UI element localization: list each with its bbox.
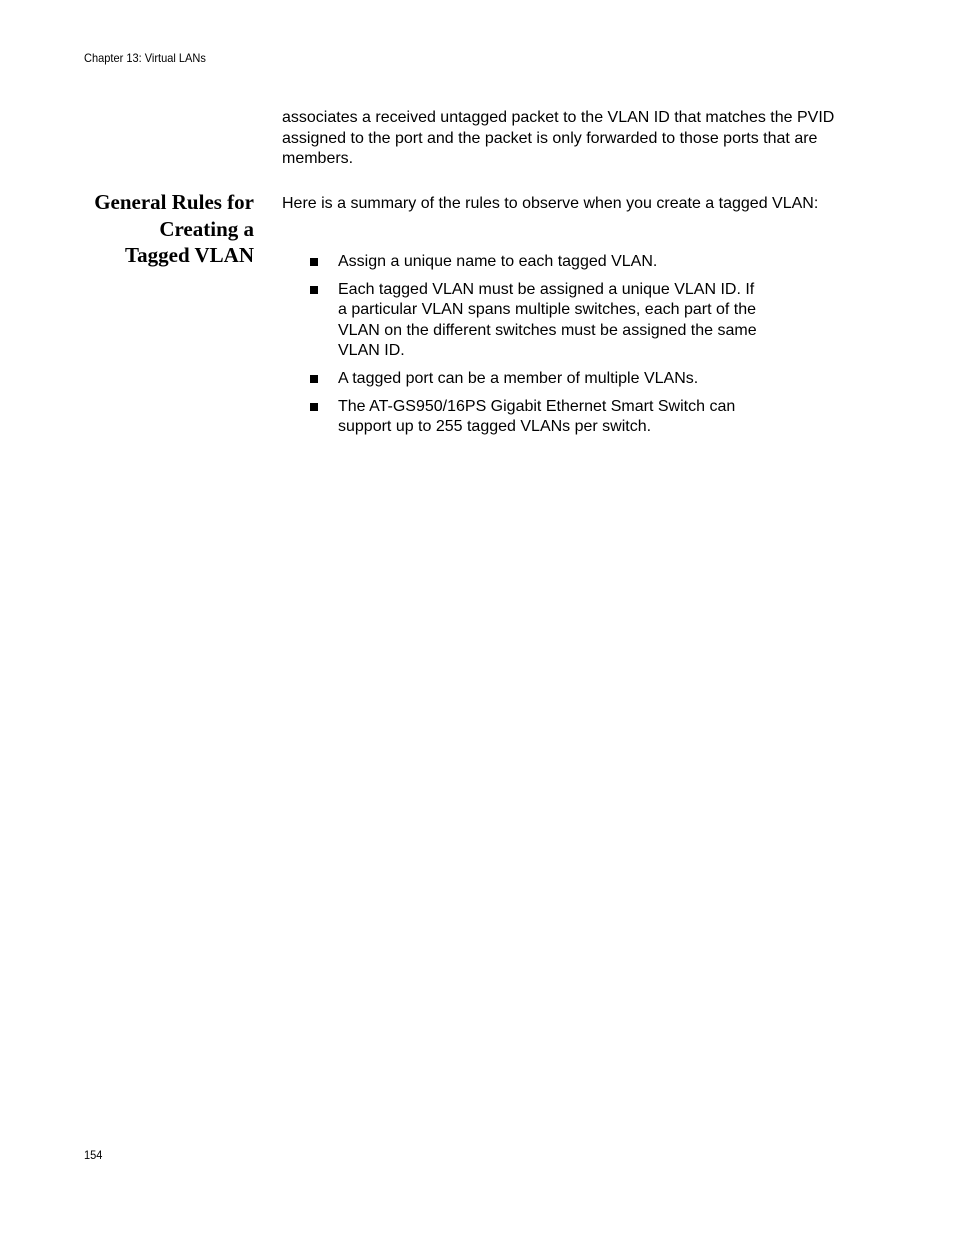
square-bullet-icon	[310, 403, 318, 411]
list-item	[310, 369, 760, 389]
square-bullet-icon	[310, 258, 318, 266]
heading-line-2: Creating a	[159, 216, 254, 241]
list-item-text: Assign a unique name to each tagged VLAN.	[338, 253, 658, 270]
square-bullet-icon	[310, 375, 318, 383]
heading-line-1: General Rules for	[94, 190, 254, 214]
intro-paragraph: associates a received untagged packet to the VLAN ID that matches the PVID assigned to the port and the packet is only forwarded to those ports that are members.	[282, 109, 835, 167]
list-item-text: The AT-GS950/16PS Gigabit Ethernet Smart Switch can support up to 255 tagged VLANs per switch.	[338, 397, 736, 436]
section-heading	[40, 189, 254, 269]
square-bullet-icon	[310, 286, 318, 294]
heading-line-3: Tagged VLAN	[125, 243, 254, 267]
list-item	[310, 397, 760, 438]
list-item	[310, 252, 760, 272]
running-header: Chapter 13: Virtual LANs	[84, 51, 206, 65]
summary-paragraph: Here is a summary of the rules to observe when you create a tagged VLAN:	[282, 195, 819, 212]
list-item	[310, 280, 760, 361]
list-item-text: Each tagged VLAN must be assigned a unique VLAN ID. If a particular VLAN spans multiple switches, each part of the VLAN on the different switches must be assigned the same VLAN ID.	[338, 280, 757, 359]
page-number: 154	[84, 1148, 103, 1162]
rules-list	[310, 252, 760, 445]
list-item-text: A tagged port can be a member of multiple VLANs.	[338, 369, 699, 387]
